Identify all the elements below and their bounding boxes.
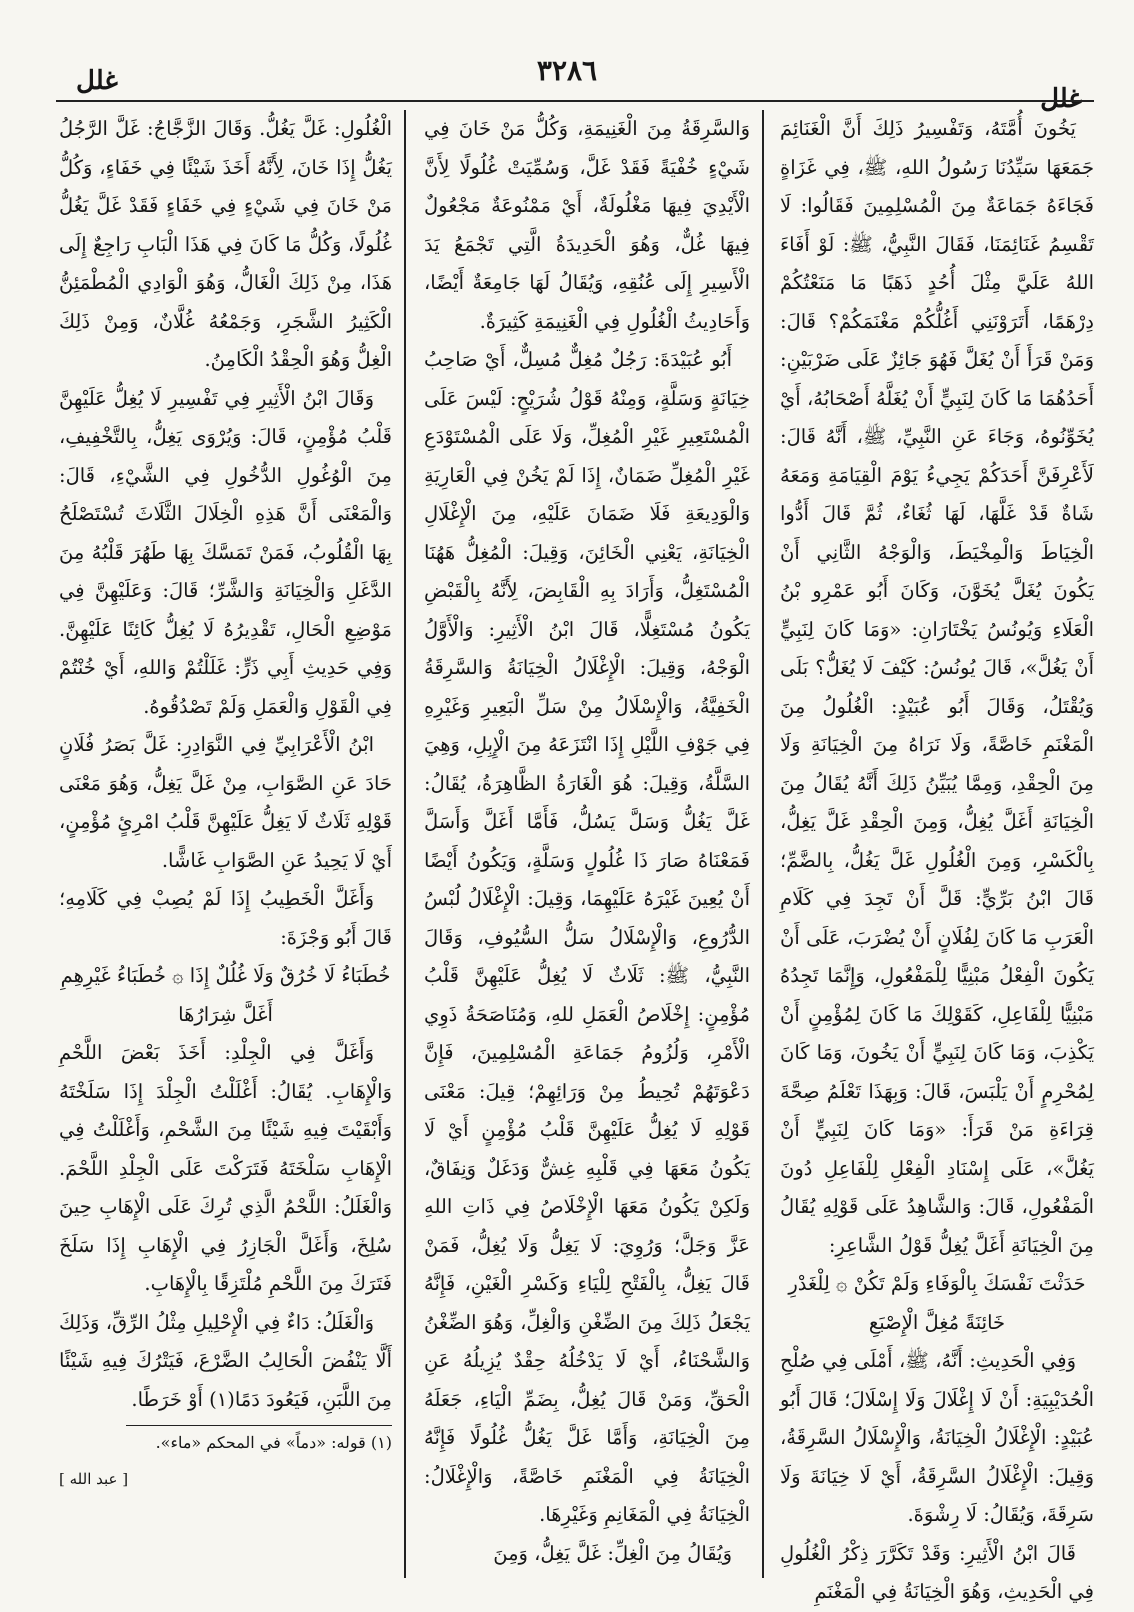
paragraph: وَأَغَلَّ الْخَطِيبُ إِذَا لَمْ يُصِبْ فِي كَلَامِهِ؛ قَالَ أَبُو وَجْزَةَ: (59, 887, 392, 949)
paragraph: وَأَغَلَّ فِي الْجِلْدِ: أَخَذَ بَعْضَ اللَّحْمِ وَالْإِهَابِ. يُقَالُ: أَغْلَلْتُ الْجِلْدَ إِذَا سَلَخْتَهُ وَأَبْقَيْتَ فِيهِ شَيْئًا مِنَ الشَّحْمِ، وَأَغْلَلْتُ فِي الْإِهَابِ سَلْخَتَهُ فَتَرَكْتَ عَلَى الْجِلْدِ اللَّحْمَ. وَالْغَلَلُ: اللَّحْمُ الَّذِي تُرِكَ عَلَى الْإِهَابِ حِينَ سُلِخَ، وَأَغَلَّ الْجَازِرُ فِي الْإِهَابِ إِذَا سَلَخَ فَتَرَكَ مِنَ اللَّحْمِ مُلْتَزِقًا بِالْإِهَابِ. (59, 1041, 392, 1295)
text-columns (56, 110, 1094, 1603)
paragraph: ابْنُ الْأَعْرَابِيِّ فِي النَّوَادِرِ: غَلَّ بَصَرُ فُلَانٍ حَادَ عَنِ الصَّوَابِ، مِنْ غَلَّ يَغِلُّ، وَهُوَ مَعْنَى قَوْلِهِ ثَلَاثٌ لَا يَغِلُّ عَلَيْهِنَّ قَلْبُ امْرِئٍ مُؤْمِنٍ، أَيْ لَا يَحِيدُ عَنِ الصَّوَابِ غَاشًّا. (59, 733, 392, 872)
paragraph: وَالسَّرِقَةُ مِنَ الْغَنِيمَةِ، وَكُلُّ مَنْ خَانَ فِي شَيْءٍ خُفْيَةً فَقَدْ غَلَّ، وَسُمِّيَتْ غُلُولًا لِأَنَّ الْأَيْدِيَ فِيهَا مَغْلُولَةٌ، أَيْ مَمْنُوعَةٌ مَجْعُولٌ فِيهَا غُلٌّ، وَهُوَ الْحَدِيدَةُ الَّتِي تَجْمَعُ يَدَ الْأَسِيرِ إِلَى عُنُقِهِ، وَيُقَالُ لَهَا جَامِعَةٌ أَيْضًا، وَأَحَادِيثُ الْغُلُولِ فِي الْغَنِيمَةِ كَثِيرَةٌ. (424, 117, 750, 333)
verse-line: خُطَبَاءُ لَا خُرُقٌ وَلَا غُلُلٌ إِذَا ۞ خُطَبَاءُ غَيْرِهِمِ أَغَلَّ شِرَارُهَا (60, 964, 391, 1026)
page-header (44, 50, 1090, 114)
footnote-rule (126, 1425, 392, 1426)
column-divider (762, 110, 764, 1578)
headword-left: غلل (76, 66, 118, 96)
header-rule (56, 100, 1094, 102)
footnote: (١) قوله: «دماً» في المحكم «ماء». (155, 1433, 392, 1452)
paragraph: وَفِي الْحَدِيثِ: أَنَّهُ، ﷺ، أَمْلَى فِي صُلْحِ الْحُدَيْبِيَةِ: أَنْ لَا إِغْلَالَ وَلَا إِسْلَالَ؛ قَالَ أَبُو عُبَيْدٍ: الْإِغْلَالُ الْخِيَانَةُ، وَالْإِسْلَالُ السَّرِقَةُ، وَقِيلَ: الْإِغْلَالُ السَّرِقَةُ، أَيْ لَا خِيَانَةَ وَلَا سَرِقَةَ، وَيُقَالُ: لَا رِشْوَةَ. (780, 1349, 1094, 1526)
paragraph: وَالْغَلَلُ: دَاءٌ فِي الْإِحْلِيلِ مِثْلُ الرِّقِّ، وَذَلِكَ أَلَّا يَنْفُضَ الْحَالِبُ الضَّرْعَ، فَيَتْرُكَ فِيهِ شَيْئًا مِنَ اللَّبَنِ، فَيَعُودَ دَمًا(١) أَوْ خَرَطًا. (59, 1310, 392, 1411)
paragraph: وَيُقَالُ مِنَ الْغِلِّ: غَلَّ يَغِلُّ، وَمِنَ (493, 1541, 732, 1565)
column-left (59, 110, 392, 1578)
paragraph: يَخُونَ أُمَّتَهُ، وَتَفْسِيرُ ذَلِكَ أَنَّ الْغَنَائِمَ جَمَعَهَا سَيِّدُنَا رَسُولُ اللهِ، ﷺ، فِي غَزَاةٍ فَجَاءَهُ جَمَاعَةٌ مِنَ الْمُسْلِمِينَ فَقَالُوا: لَا تَقْسِمُ غَنَائِمَنَا، فَقَالَ النَّبِيُّ، ﷺ: لَوْ أَفَاءَ اللهُ عَلَيَّ مِثْلَ أُحُدٍ ذَهَبًا مَا مَنَعْتُكُمْ دِرْهَمًا، أَتَرَوْنَنِي أَغُلُّكُمْ مَغْنَمَكُمْ؟ قَالَ: وَمَنْ قَرَأَ أَنْ يُغَلَّ فَهُوَ جَائِزٌ عَلَى ضَرْبَيْنِ: أَحَدُهُمَا مَا كَانَ لِنَبِيٍّ أَنْ يُغَلَّهُ أَصْحَابُهُ، أَيْ يُخَوِّنُوهُ، وَجَاءَ عَنِ النَّبِيِّ، ﷺ، أَنَّهُ قَالَ: لَأَعْرِفَنَّ أَحَدَكُمْ يَجِيءُ يَوْمَ الْقِيَامَةِ وَمَعَهُ شَاةٌ قَدْ غَلَّهَا، لَهَا ثُغَاءٌ، ثُمَّ قَالَ أَدُّوا الْخِيَاطَ وَالْمِخْيَطَ، وَالْوَجْهُ الثَّانِي أَنْ يَكُونَ يُغَلَّ يُخَوَّنَ، وَكَانَ أَبُو عَمْرِو بْنُ الْعَلَاءِ وَيُونُسُ يَخْتَارَانِ: «وَمَا كَانَ لِنَبِيٍّ أَنْ يَغُلَّ»، قَالَ يُونُسُ: كَيْفَ لَا يُغَلُّ؟ بَلَى وَيُقْتَلُ، وَقَالَ أَبُو عُبَيْدٍ: الْغُلُولُ مِنَ الْمَغْنَمِ خَاصَّةً، وَلَا نَرَاهُ مِنَ الْخِيَانَةِ وَلَا مِنَ الْحِقْدِ، وَمِمَّا يُبَيِّنُ ذَلِكَ أَنَّهُ يُقَالُ مِنَ الْخِيَانَةِ أَغَلَّ يُغِلُّ، وَمِنَ الْحِقْدِ غَلَّ يَغِلُّ، بِالْكَسْرِ، وَمِنَ الْغُلُولِ غَلَّ يَغُلُّ، بِالضَّمِّ؛ قَالَ ابْنُ بَرِّيٍّ: قَلَّ أَنْ تَجِدَ فِي كَلَامِ الْعَرَبِ مَا كَانَ لِفُلَانٍ أَنْ يُضْرَبَ، عَلَى أَنْ يَكُونَ الْفِعْلُ مَبْنِيًّا لِلْمَفْعُولِ، وَإِنَّمَا تَجِدُهُ مَبْنِيًّا لِلْفَاعِلِ، كَقَوْلِكَ مَا كَانَ لِمُؤْمِنٍ أَنْ يَكْذِبَ، وَمَا كَانَ لِنَبِيٍّ أَنْ يَخُونَ، وَمَا كَانَ لِمُحْرِمٍ أَنْ يَلْبَسَ، قَالَ: وَبِهَذَا تَعْلَمُ صِحَّةَ قِرَاءَةِ مَنْ قَرَأَ: «وَمَا كَانَ لِنَبِيٍّ أَنْ يَغُلَّ»، عَلَى إِسْنَادِ الْفِعْلِ لِلْفَاعِلِ دُونَ الْمَفْعُولِ، قَالَ: وَالشَّاهِدُ عَلَى قَوْلِهِ يُقَالُ مِنَ الْخِيَانَةِ أَغَلَّ يُغِلُّ قَوْلُ الشَّاعِرِ: (780, 117, 1094, 1257)
editor-mark: [ عبد الله ] (59, 1470, 129, 1488)
paragraph: وَقَالَ ابْنُ الْأَثِيرِ فِي تَفْسِيرِ لَا يُغِلُّ عَلَيْهِنَّ قَلْبُ مُؤْمِنٍ، قَالَ: وَيُرْوَى يَغِلُّ، بِالتَّخْفِيفِ، مِنَ الْوُغُولِ الدُّخُولِ فِي الشَّيْءِ، قَالَ: وَالْمَعْنَى أَنَّ هَذِهِ الْخِلَالَ الثَّلَاثَ تُسْتَصْلَحُ بِهَا الْقُلُوبُ، فَمَنْ تَمَسَّكَ بِهَا طَهُرَ قَلْبُهُ مِنَ الدَّغَلِ وَالْخِيَانَةِ وَالشَّرِّ؛ قَالَ: وَعَلَيْهِنَّ فِي مَوْضِعِ الْحَالِ، تَقْدِيرُهُ لَا يُغِلُّ كَائِنًا عَلَيْهِنَّ. وَفِي حَدِيثِ أَبِي ذَرٍّ: غَلَلْتُمْ وَاللهِ، أَيْ خُنْتُمْ فِي الْقَوْلِ وَالْعَمَلِ وَلَمْ تَصْدُقُوهُ. (59, 386, 392, 718)
paragraph: الْغُلُولِ: غَلَّ يَغُلُّ. وَقَالَ الزَّجَّاجُ: غَلَّ الرَّجُلُ يَغُلُّ إِذَا خَانَ، لِأَنَّهُ أَخَذَ شَيْئًا فِي خَفَاءٍ، وَكُلُّ مَنْ خَانَ فِي شَيْءٍ فِي خَفَاءٍ فَقَدْ غَلَّ يَغُلُّ غُلُولًا، وَكُلُّ مَا كَانَ فِي هَذَا الْبَابِ رَاجِعٌ إِلَى هَذَا، مِنْ ذَلِكَ الْغَالُّ، وَهُوَ الْوَادِي الْمُطْمَئِنُّ الْكَثِيرُ الشَّجَرِ، وَجَمْعُهُ غُلَّانٌ، وَمِنْ ذَلِكَ الْغِلُّ وَهُوَ الْحِقْدُ الْكَامِنُ. (59, 117, 392, 371)
page-number: ٣٢٨٦ (536, 54, 598, 87)
column-middle (424, 110, 750, 1578)
column-divider (404, 110, 406, 1578)
paragraph: أَبُو عُبَيْدَةَ: رَجُلٌ مُغِلٌّ مُسِلٌّ، أَيْ صَاحِبُ خِيَانَةٍ وَسَلَّةٍ، وَمِنْهُ قَوْلُ شُرَيْحٍ: لَيْسَ عَلَى الْمُسْتَعِيرِ غَيْرِ الْمُغِلِّ، وَلَا عَلَى الْمُسْتَوْدَعِ غَيْرِ الْمُغِلِّ ضَمَانٌ، إِذَا لَمْ يَخُنْ فِي الْعَارِيَةِ وَالْوَدِيعَةِ فَلَا ضَمَانَ عَلَيْهِ، مِنَ الْإِغْلَالِ الْخِيَانَةِ، يَعْنِي الْخَائِنَ، وَقِيلَ: الْمُغِلُّ هَهُنَا الْمُسْتَغِلُّ، وَأَرَادَ بِهِ الْقَابِضَ، لِأَنَّهُ بِالْقَبْضِ يَكُونُ مُسْتَغِلًّا، قَالَ ابْنُ الْأَثِيرِ: وَالْأَوَّلُ الْوَجْهُ، وَقِيلَ: الْإِغْلَالُ الْخِيَانَةُ وَالسَّرِقَةُ الْخَفِيَّةُ، وَالْإِسْلَالُ مِنْ سَلِّ الْبَعِيرِ وَغَيْرِهِ فِي جَوْفِ اللَّيْلِ إِذَا انْتَزَعَهُ مِنَ الْإِبِلِ، وَهِيَ السَّلَّةُ، وَقِيلَ: هُوَ الْغَارَةُ الظَّاهِرَةُ، يُقَالُ: غَلَّ يَغُلُّ وَسَلَّ يَسُلُّ، فَأَمَّا أَغَلَّ وَأَسَلَّ فَمَعْنَاهُ صَارَ ذَا غُلُولٍ وَسَلَّةٍ، وَيَكُونُ أَيْضًا أَنْ يُعِينَ غَيْرَهُ عَلَيْهِمَا، وَقِيلَ: الْإِغْلَالُ لُبْسُ الدُّرُوعِ، وَالْإِسْلَالُ سَلُّ السُّيُوفِ، وَقَالَ النَّبِيُّ، ﷺ: ثَلَاثٌ لَا يُغِلُّ عَلَيْهِنَّ قَلْبُ مُؤْمِنٍ: إِخْلَاصُ الْعَمَلِ للهِ، وَمُنَاصَحَةُ ذَوِي الْأَمْرِ، وَلُزُومُ جَمَاعَةِ الْمُسْلِمِينَ، فَإِنَّ دَعْوَتَهُمْ تُحِيطُ مِنْ وَرَائِهِمْ؛ قِيلَ: مَعْنَى قَوْلِهِ لَا يُغِلُّ عَلَيْهِنَّ قَلْبُ مُؤْمِنٍ أَيْ لَا يَكُونُ مَعَهَا فِي قَلْبِهِ غِشٌّ وَدَغَلٌ وَنِفَاقٌ، وَلَكِنْ يَكُونُ مَعَهَا الْإِخْلَاصُ فِي ذَاتِ اللهِ عَزَّ وَجَلَّ؛ وَرُوِيَ: لَا يَغِلُّ وَلَا يُغِلُّ، فَمَنْ قَالَ يَغِلُّ، بِالْفَتْحِ لِلْيَاءِ وَكَسْرِ الْغَيْنِ، فَإِنَّهُ يَجْعَلُ ذَلِكَ مِنَ الضِّغْنِ وَالْغِلِّ، وَهُوَ الضِّغْنُ وَالشَّحْنَاءُ، أَيْ لَا يَدْخُلُهُ حِقْدٌ يُزِيلُهُ عَنِ الْحَقِّ، وَمَنْ قَالَ يُغِلُّ، بِضَمِّ الْيَاءِ، جَعَلَهُ مِنَ الْخِيَانَةِ، وَأَمَّا غَلَّ يَغُلُّ غُلُولًا فَإِنَّهُ الْخِيَانَةُ فِي الْمَغْنَمِ خَاصَّةً، وَالْإِغْلَالُ: الْخِيَانَةُ فِي الْمَغَانِمِ وَغَيْرِهَا. (424, 348, 750, 1526)
verse-line: حَدَثْتَ نَفْسَكَ بِالْوَفَاءِ وَلَمْ تَكُنْ ۞ لِلْغَدْرِ خَائِنَةً مُغِلَّ الْإِصْبَعِ (788, 1272, 1086, 1334)
headword-right: غلل (1040, 84, 1082, 114)
column-right (780, 110, 1094, 1603)
paragraph: قَالَ ابْنُ الْأَثِيرِ: وَقَدْ تَكَرَّرَ ذِكْرُ الْغُلُولِ فِي الْحَدِيثِ، وَهُوَ الْخِيَانَةُ فِي الْمَغْنَمِ (780, 1541, 1094, 1603)
